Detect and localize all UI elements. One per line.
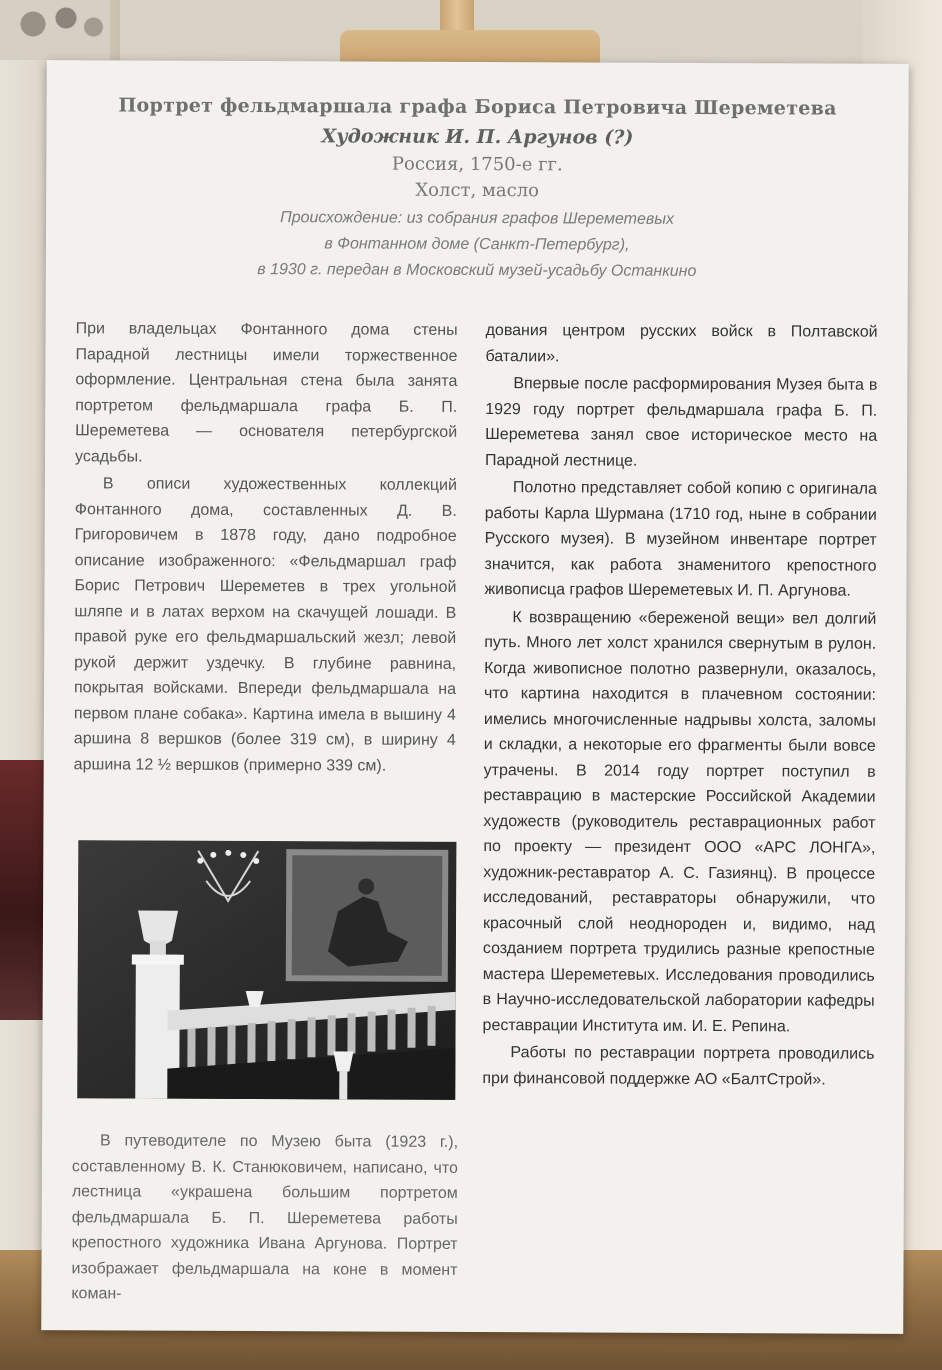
medium: Холст, масло	[415, 179, 540, 202]
provenance	[46, 204, 908, 286]
provenance-line: в Фонтанном доме (Санкт-Петербург),	[324, 235, 630, 254]
left-column-text	[74, 316, 458, 779]
staircase-photo-image	[77, 840, 456, 1100]
paragraph: В описи художественных коллекций Фонтанного дома, составленных Д. В. Григоровичем в 1878 году, дано подробное описание изображенного: «Фельдмаршал граф Борис Петрович Шереметев в трех угольной шляпе и в латах верхом на скачущей лошади. В правой руке его фельдмаршальский жезл; левой рукой держит уздечку. В глубине равнина, покрытая войсками. Впереди фельдмаршала на первом плане собака». Картина имела в вышину 4 аршина 8 вершков (более 319 см), в ширину 4 аршина 12 ½ вершков (примерно 339 см).	[73, 475, 457, 775]
museum-placard	[41, 60, 909, 1334]
artist-attribution: Художник И. П. Аргунов (?)	[321, 125, 634, 149]
provenance-line: Происхождение: из собрания графов Шереметевых	[280, 209, 675, 228]
paragraph: Полотно представляет собой копию с оригинала работы Карла Шурмана (1710 год, ныне в собрании Русского музея). В музейном инвентаре портрет значится, как работа знаменитого крепостного живописца графов Шереметевых И. П. Аргунова.	[484, 479, 877, 600]
background-ornament	[0, 0, 110, 60]
placard-title: Портрет фельдмаршала графа Бориса Петровича Шереметева	[118, 94, 837, 120]
paragraph: Работы по реставрации портрета проводились при финансовой поддержке АО «БалтСтрой».	[482, 1044, 875, 1089]
historical-photo-staircase	[77, 840, 456, 1100]
paragraph: К возвращению «береженой вещи» вел долгий путь. Много лет холст хранился свернутым в рулон. Когда живописное полотно развернули, оказалось, что картина находится в плачевном состоянии: имелись многочисленные надрывы холста, заломы и складки, а некоторые его фрагменты были вовсе утрачены. В 2014 году портрет поступил в реставрацию в мастерские Российской Академии художеств (руководитель реставрационных работ по проекту — президент ООО «АРС ЛОНГА», художник-реставратор А. С. Газиянц). В процессе исследований, реставраторы обнаружили, что красочный слой неоднороден и, видимо, над созданием портрета трудились разные крепостные мастера Шереметевых. Исследования проводились в Научно-исследовательской лаборатории кафедры реставрации Института им. И. Е. Репина.	[482, 608, 877, 1035]
placard-header	[46, 94, 909, 286]
caption-text: В путеводителе по Музею быта (1923 г.), составленному В. К. Станюковичем, написано, что лестница «украшена большим портретом фельдмаршала Б. П. Шереметева работы крепостного художника Ивана Аргунова. Портрет изображает фельдмаршала на коне в момент коман-	[71, 1132, 459, 1303]
photo-caption	[71, 1128, 458, 1308]
right-column-text	[482, 318, 877, 1093]
paragraph: При владельцах Фонтанного дома стены Парадной лестницы имели торжественное оформление. Центральная стена была занята портретом фельдмаршала графа Б. П. Шереметева — основателя петербургской усадьбы.	[75, 320, 458, 466]
paragraph: дования центром русских войск в Полтавской баталии».	[485, 322, 878, 365]
country-date: Россия, 1750-е гг.	[391, 153, 563, 176]
provenance-line: в 1930 г. передан в Московский музей-усадьбу Останкино	[257, 261, 697, 280]
paragraph: Впервые после расформирования Музея быта в 1929 году портрет фельдмаршала графа Б. П. Шереметева занял свое историческое место на Парадной лестнице.	[484, 375, 878, 470]
